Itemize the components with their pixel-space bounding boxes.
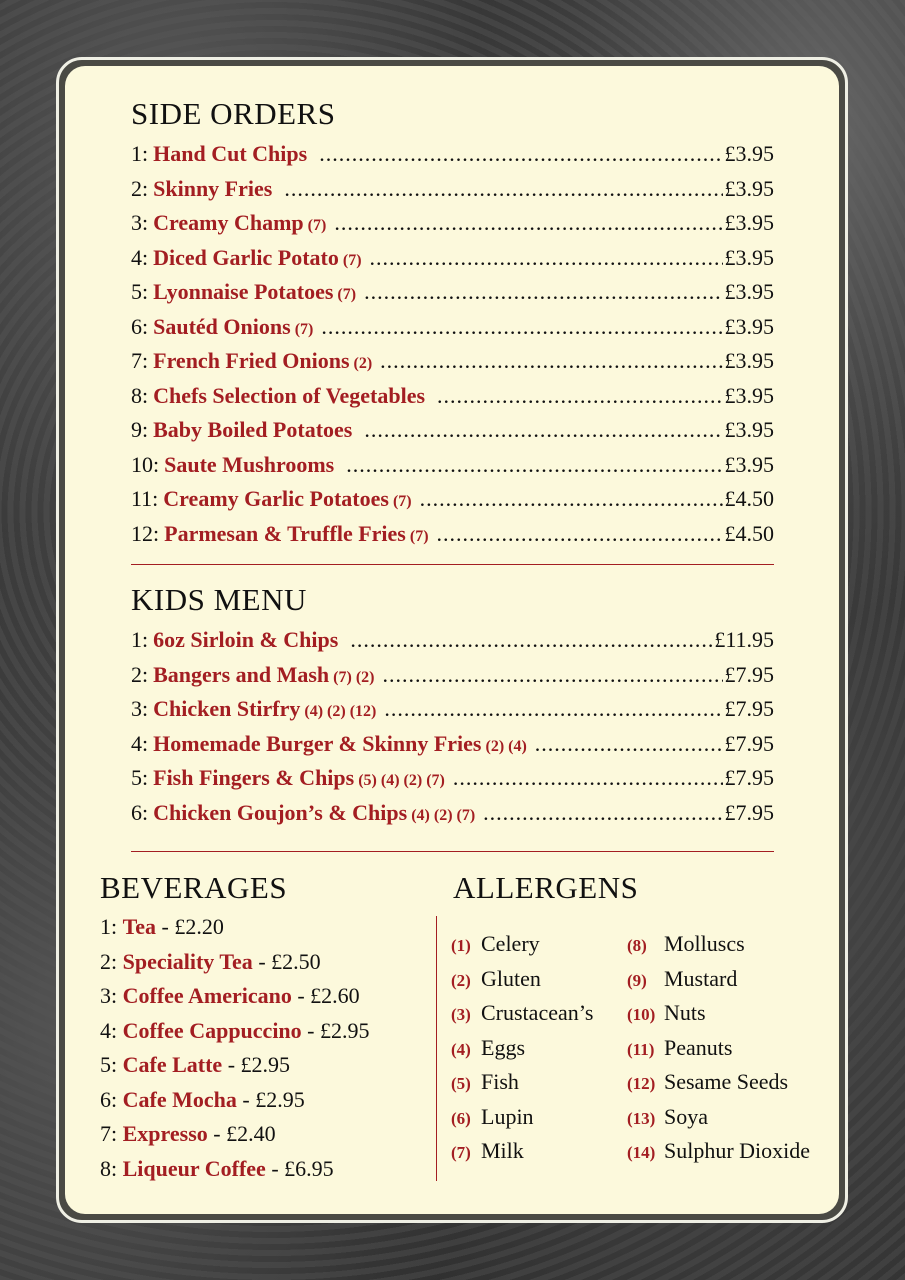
beverage-item <box>100 946 321 978</box>
leader-dots <box>453 762 723 794</box>
item-number: 4: <box>100 1017 118 1043</box>
item-price: - £2.50 <box>252 948 321 974</box>
leader-dots <box>437 380 722 412</box>
item-allergens: (7) <box>342 251 362 269</box>
side-order-item <box>131 276 774 308</box>
allergen-name: Milk <box>481 1138 524 1163</box>
item-name: Expresso <box>122 1121 208 1146</box>
kids-menu-item <box>131 728 774 760</box>
item-price: £3.95 <box>724 451 774 477</box>
allergen-name: Nuts <box>664 1000 706 1025</box>
allergen-name: Peanuts <box>664 1034 733 1060</box>
leader-dots <box>364 276 722 308</box>
item-name: Skinny Fries <box>153 175 273 201</box>
allergen-name: Molluscs <box>664 931 745 956</box>
leader-dots <box>346 449 722 481</box>
leader-dots <box>284 173 722 205</box>
item-number: 2: <box>131 175 149 201</box>
allergen-code: (5) <box>451 1074 471 1093</box>
allergen-name: Crustacean’s <box>481 1000 594 1025</box>
side-order-item <box>131 173 774 205</box>
item-name: Baby Boiled Potatoes <box>153 417 353 442</box>
allergen-code: (2) <box>451 970 471 990</box>
item-name: Tea <box>122 914 157 939</box>
allergen-code: (11) <box>627 1039 655 1059</box>
item-name: Cafe Latte <box>122 1052 223 1077</box>
item-number: 3: <box>131 696 149 721</box>
beverage-item <box>100 1153 334 1185</box>
item-number: 5: <box>131 279 149 304</box>
item-allergens: (7) <box>337 286 357 303</box>
item-name: Hand Cut Chips <box>153 141 308 166</box>
kids-menu-item <box>131 762 774 794</box>
kids-menu-item <box>131 693 774 725</box>
item-name: Creamy Champ <box>153 210 304 235</box>
item-price: - £2.95 <box>236 1086 305 1112</box>
leader-dots <box>350 624 712 656</box>
allergen-code: (14) <box>627 1143 656 1162</box>
leader-dots <box>380 345 722 377</box>
item-name: French Fried Onions <box>153 348 350 373</box>
allergen-name: Sulphur Dioxide <box>664 1138 811 1163</box>
item-price: £7.95 <box>724 661 774 687</box>
item-name: Homemade Burger & Skinny Fries <box>153 730 482 756</box>
allergen-item <box>627 1101 708 1133</box>
leader-dots <box>483 797 722 829</box>
item-name: Chefs Selection of Vegetables <box>153 382 426 408</box>
item-allergens: (4) (2) (12) <box>304 703 377 720</box>
beverage-item <box>100 1049 290 1081</box>
item-price: £3.95 <box>724 141 774 166</box>
allergen-code: (8) <box>627 936 647 955</box>
side-order-item <box>131 311 774 343</box>
allergen-name: Eggs <box>481 1034 525 1060</box>
item-number: 1: <box>131 627 149 652</box>
leader-dots <box>420 483 723 515</box>
item-name: Bangers and Mash <box>153 661 330 687</box>
item-allergens: (7) (2) <box>333 668 375 686</box>
menu-panel-inner <box>65 66 839 1214</box>
item-allergens: (5) (4) (2) (7) <box>358 772 445 789</box>
leader-dots <box>321 311 722 343</box>
item-price: £3.95 <box>724 382 774 408</box>
side-order-item <box>131 449 774 481</box>
beverage-item <box>100 1118 276 1150</box>
leader-dots <box>535 728 723 760</box>
item-price: £3.95 <box>724 417 774 442</box>
allergen-item <box>627 997 706 1029</box>
item-name: Fish Fingers & Chips <box>153 765 355 790</box>
item-name: Cafe Mocha <box>122 1086 237 1112</box>
item-name: Liqueur Coffee <box>122 1155 266 1181</box>
kids-menu-item <box>131 659 774 691</box>
item-number: 2: <box>100 948 118 974</box>
item-number: 11: <box>131 486 159 511</box>
allergen-item <box>627 1135 810 1167</box>
item-price: - £6.95 <box>265 1155 334 1181</box>
allergen-code: (12) <box>627 1074 656 1093</box>
beverage-item <box>100 1084 305 1116</box>
side-order-item <box>131 380 774 412</box>
leader-dots <box>370 242 723 274</box>
allergen-item <box>627 963 737 995</box>
leader-dots <box>437 518 723 550</box>
allergen-item <box>451 963 541 995</box>
item-name: Chicken Stirfry <box>153 696 301 721</box>
side-order-item <box>131 483 774 515</box>
item-number: 1: <box>100 914 118 939</box>
side-order-item <box>131 414 774 446</box>
allergen-name: Mustard <box>664 965 738 991</box>
leader-dots <box>364 414 722 446</box>
leader-dots <box>319 138 722 170</box>
item-number: 10: <box>131 451 160 477</box>
item-name: 6oz Sirloin & Chips <box>153 627 339 652</box>
item-number: 5: <box>100 1052 118 1077</box>
allergen-item <box>627 1066 788 1098</box>
item-number: 8: <box>131 382 149 408</box>
beverage-item <box>100 1015 370 1047</box>
item-number: 4: <box>131 730 149 756</box>
item-number: 3: <box>131 210 149 235</box>
item-number: 4: <box>131 244 149 270</box>
item-allergens: (7) <box>409 527 429 545</box>
allergen-item <box>451 1101 534 1133</box>
allergen-item <box>451 1032 525 1064</box>
item-allergens: (7) <box>307 217 327 234</box>
item-name: Diced Garlic Potato <box>153 244 339 270</box>
item-allergens: (7) <box>294 320 314 338</box>
item-allergens: (7) <box>392 493 412 510</box>
item-price: - £2.60 <box>291 983 360 1008</box>
item-allergens: (2) <box>353 355 373 372</box>
side-order-item <box>131 518 774 550</box>
allergen-name: Celery <box>481 931 540 956</box>
allergen-name: Soya <box>664 1103 708 1129</box>
item-number: 3: <box>100 983 118 1008</box>
kids-menu-item <box>131 797 774 829</box>
allergen-code: (4) <box>451 1039 471 1059</box>
item-name: Parmesan & Truffle Fries <box>164 520 406 546</box>
item-number: 1: <box>131 141 149 166</box>
item-name: Saute Mushrooms <box>164 451 335 477</box>
item-price: £7.95 <box>724 730 774 756</box>
item-price: £3.95 <box>724 210 774 235</box>
allergen-item <box>627 1032 732 1064</box>
allergen-name: Fish <box>481 1069 519 1094</box>
item-number: 8: <box>100 1155 118 1181</box>
allergens-divider <box>436 916 437 1181</box>
allergens-title: ALLERGENS <box>453 870 639 905</box>
item-price: £7.95 <box>724 696 774 721</box>
item-name: Creamy Garlic Potatoes <box>163 486 389 511</box>
item-name: Coffee Cappuccino <box>122 1017 302 1043</box>
item-name: Coffee Americano <box>122 983 292 1008</box>
kids-menu-title: KIDS MENU <box>131 582 307 617</box>
item-price: £3.95 <box>724 313 774 339</box>
allergen-code: (6) <box>451 1108 471 1128</box>
allergen-code: (3) <box>451 1005 471 1024</box>
item-price: - £2.95 <box>222 1052 291 1077</box>
item-price: £3.95 <box>724 279 774 304</box>
allergen-name: Lupin <box>481 1103 534 1129</box>
item-price: - £2.95 <box>301 1017 370 1043</box>
allergen-code: (9) <box>627 970 647 990</box>
item-price: £4.50 <box>724 520 774 546</box>
allergen-item <box>627 928 745 960</box>
item-number: 5: <box>131 765 149 790</box>
side-order-item <box>131 138 774 170</box>
item-name: Lyonnaise Potatoes <box>153 279 334 304</box>
kids-menu-divider <box>131 851 774 852</box>
item-allergens: (2) (4) <box>485 737 527 755</box>
allergen-code: (1) <box>451 936 471 955</box>
item-price: £7.95 <box>724 765 774 790</box>
allergen-item <box>451 928 540 960</box>
item-number: 7: <box>131 348 149 373</box>
item-price: £11.95 <box>714 627 774 652</box>
item-price: £7.95 <box>724 799 774 825</box>
side-orders-divider <box>131 564 774 565</box>
item-name: Speciality Tea <box>122 948 253 974</box>
beverages-title: BEVERAGES <box>100 870 288 905</box>
item-name: Sautéd Onions <box>153 313 291 339</box>
item-price: - £2.40 <box>207 1121 276 1146</box>
item-price: £3.95 <box>724 244 774 270</box>
item-name: Chicken Goujon’s & Chips <box>153 799 408 825</box>
item-price: £4.50 <box>724 486 774 511</box>
item-number: 12: <box>131 520 160 546</box>
side-order-item <box>131 207 774 239</box>
item-price: £3.95 <box>724 348 774 373</box>
allergen-item <box>451 1135 524 1167</box>
beverage-item <box>100 980 360 1012</box>
item-number: 2: <box>131 661 149 687</box>
allergen-name: Sesame Seeds <box>664 1069 789 1094</box>
menu-panel <box>56 57 848 1223</box>
side-order-item <box>131 345 774 377</box>
item-number: 6: <box>131 313 149 339</box>
allergen-name: Gluten <box>481 965 541 991</box>
leader-dots <box>382 659 722 691</box>
allergen-code: (7) <box>451 1143 471 1162</box>
side-orders-title: SIDE ORDERS <box>131 96 336 131</box>
beverage-item <box>100 911 224 943</box>
item-number: 6: <box>100 1086 118 1112</box>
item-number: 7: <box>100 1121 118 1146</box>
leader-dots <box>334 207 722 239</box>
item-number: 9: <box>131 417 149 442</box>
leader-dots <box>384 693 722 725</box>
item-number: 6: <box>131 799 149 825</box>
item-allergens: (4) (2) (7) <box>411 806 476 824</box>
allergen-item <box>451 1066 519 1098</box>
allergen-item <box>451 997 593 1029</box>
item-price: £3.95 <box>724 175 774 201</box>
side-order-item <box>131 242 774 274</box>
kids-menu-item <box>131 624 774 656</box>
allergen-code: (13) <box>627 1108 656 1128</box>
allergen-code: (10) <box>627 1005 656 1024</box>
item-price: - £2.20 <box>156 914 224 939</box>
